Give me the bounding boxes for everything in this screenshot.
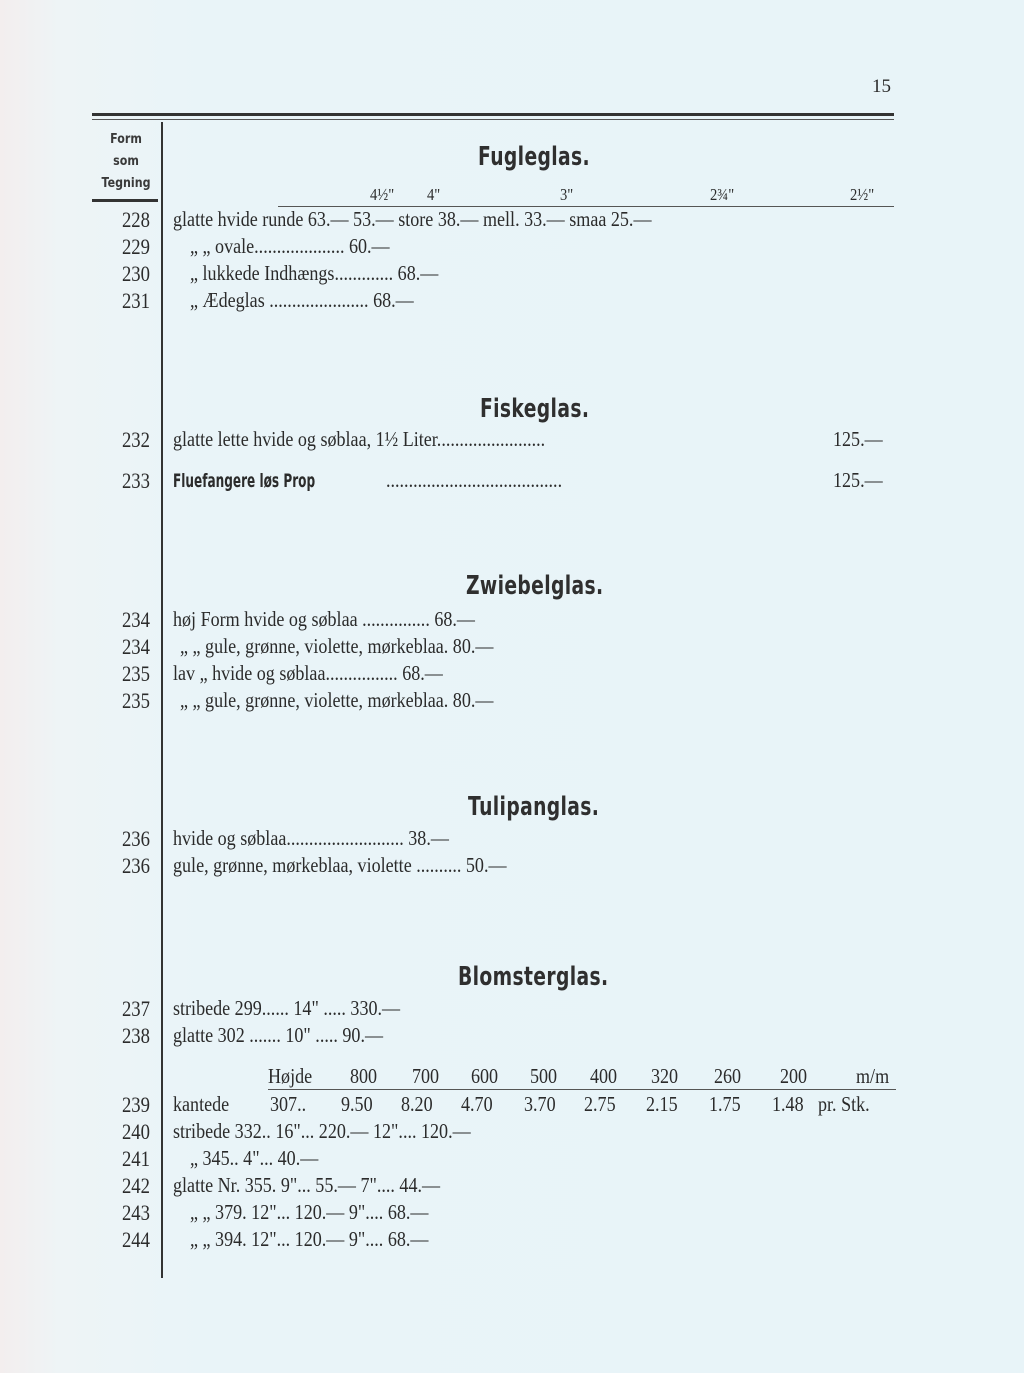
form-number: 237	[121, 996, 150, 1021]
form-number: 228	[121, 207, 150, 232]
row-cell: 1.75	[709, 1092, 741, 1116]
height-header-cell: 320	[651, 1064, 679, 1088]
height-header-cell: 700	[412, 1064, 440, 1088]
item-price: 125.—	[833, 427, 883, 451]
item-text: „ „ gule, grønne, violette, mørkeblaa. 80.—	[180, 688, 494, 712]
row-cell: 9.50	[341, 1092, 373, 1116]
item-text: høj Form hvide og søblaa ............... 68.—	[173, 607, 475, 631]
item-text: „ Ædeglas ...................... 68.—	[190, 288, 414, 312]
section-title-fugleglas: Fugleglas.	[478, 142, 591, 172]
row-cell: 3.70	[524, 1092, 556, 1116]
item-text: „ „ 379. 12"... 120.— 9".... 68.—	[190, 1200, 429, 1224]
item-text: „ „ 394. 12"... 120.— 9".... 68.—	[190, 1227, 429, 1251]
form-number: 242	[121, 1173, 150, 1198]
row-cell: 4.70	[461, 1092, 493, 1116]
form-number: 234	[121, 634, 150, 659]
item-price: 125.—	[833, 468, 883, 492]
column-divider	[161, 122, 163, 1278]
form-number: 233	[121, 468, 150, 493]
form-number: 236	[121, 826, 150, 851]
section-title-tulipanglas: Tulipanglas.	[468, 792, 600, 822]
form-number: 231	[121, 288, 150, 313]
leader-dots: .......................................	[386, 468, 563, 492]
section-title-zwiebelglas: Zwiebelglas.	[466, 571, 604, 601]
column-header-line: Form	[110, 131, 142, 147]
column-header-line: Tegning	[101, 175, 151, 191]
item-text: glatte 302 ....... 10" ..... 90.—	[173, 1023, 384, 1047]
height-header-cell: 260	[714, 1064, 742, 1088]
form-number: 243	[121, 1200, 150, 1225]
leader-dots: ........................	[436, 427, 546, 451]
form-number: 235	[121, 661, 150, 686]
size-header: 3"	[560, 185, 574, 204]
item-text	[173, 427, 545, 452]
form-number: 232	[121, 427, 150, 452]
form-number: 239	[121, 1092, 150, 1117]
row-cell: 2.15	[646, 1092, 678, 1116]
size-header: 4"	[427, 185, 441, 204]
form-number: 230	[121, 261, 150, 286]
item-text: „ „ gule, grønne, violette, mørkeblaa. 80.—	[180, 634, 494, 658]
form-number: 235	[121, 688, 150, 713]
form-number: 241	[121, 1146, 150, 1171]
item-text: „ „ ovale.................... 60.—	[190, 234, 390, 258]
section-title-fiskeglas: Fiskeglas.	[480, 394, 590, 424]
height-header-label: Højde	[268, 1064, 313, 1088]
row-unit: pr. Stk.	[818, 1092, 870, 1116]
column-header	[100, 128, 152, 194]
row-cell: 8.20	[401, 1092, 433, 1116]
row-cell: 1.48	[772, 1092, 804, 1116]
height-header-cell: 600	[471, 1064, 499, 1088]
size-header: 2¾"	[710, 185, 735, 204]
row-cell: 307..	[270, 1092, 307, 1116]
item-description-bold: Fluefangere løs Prop	[173, 470, 316, 492]
column-header-rule	[92, 199, 158, 202]
item-text: „ lukkede Indhængs............. 68.—	[190, 261, 439, 285]
height-header-cell: 800	[350, 1064, 378, 1088]
height-header-unit: m/m	[856, 1064, 890, 1088]
item-text: stribede 332.. 16"... 220.— 12".... 120.—	[173, 1119, 471, 1143]
height-header-rule	[268, 1089, 896, 1090]
row-cell: 2.75	[584, 1092, 616, 1116]
row-label: kantede	[173, 1092, 230, 1116]
height-header-cell: 400	[590, 1064, 618, 1088]
form-number: 238	[121, 1023, 150, 1048]
page-number: 15	[872, 76, 891, 97]
form-number: 240	[121, 1119, 150, 1144]
height-header-cell: 200	[780, 1064, 808, 1088]
item-text: glatte Nr. 355. 9"... 55.— 7".... 44.—	[173, 1173, 441, 1197]
column-header-line: som	[113, 153, 139, 169]
form-number: 244	[121, 1227, 150, 1252]
form-number: 236	[121, 853, 150, 878]
top-rule-thin	[92, 119, 894, 120]
size-header: 2½"	[850, 185, 875, 204]
item-text: lav „ hvide og søblaa................ 68.—	[173, 661, 443, 685]
section-title-blomsterglas: Blomsterglas.	[458, 962, 609, 992]
top-rule-thick	[92, 113, 894, 116]
form-number: 229	[121, 234, 150, 259]
item-text: gule, grønne, mørkeblaa, violette .......... 50.—	[173, 853, 507, 877]
size-header: 4½"	[370, 185, 395, 204]
item-text	[173, 468, 365, 493]
height-header-cell: 500	[530, 1064, 558, 1088]
item-text: „ 345.. 4"... 40.—	[190, 1146, 319, 1170]
item-text: stribede 299...... 14" ..... 330.—	[173, 996, 401, 1020]
item-text: glatte hvide runde 63.— 53.— store 38.— mell. 33.— smaa 25.—	[173, 207, 652, 231]
item-text: hvide og søblaa.......................... 38.—	[173, 826, 449, 850]
item-description: glatte lette hvide og søblaa, 1½ Liter	[173, 427, 437, 451]
form-number: 234	[121, 607, 150, 632]
